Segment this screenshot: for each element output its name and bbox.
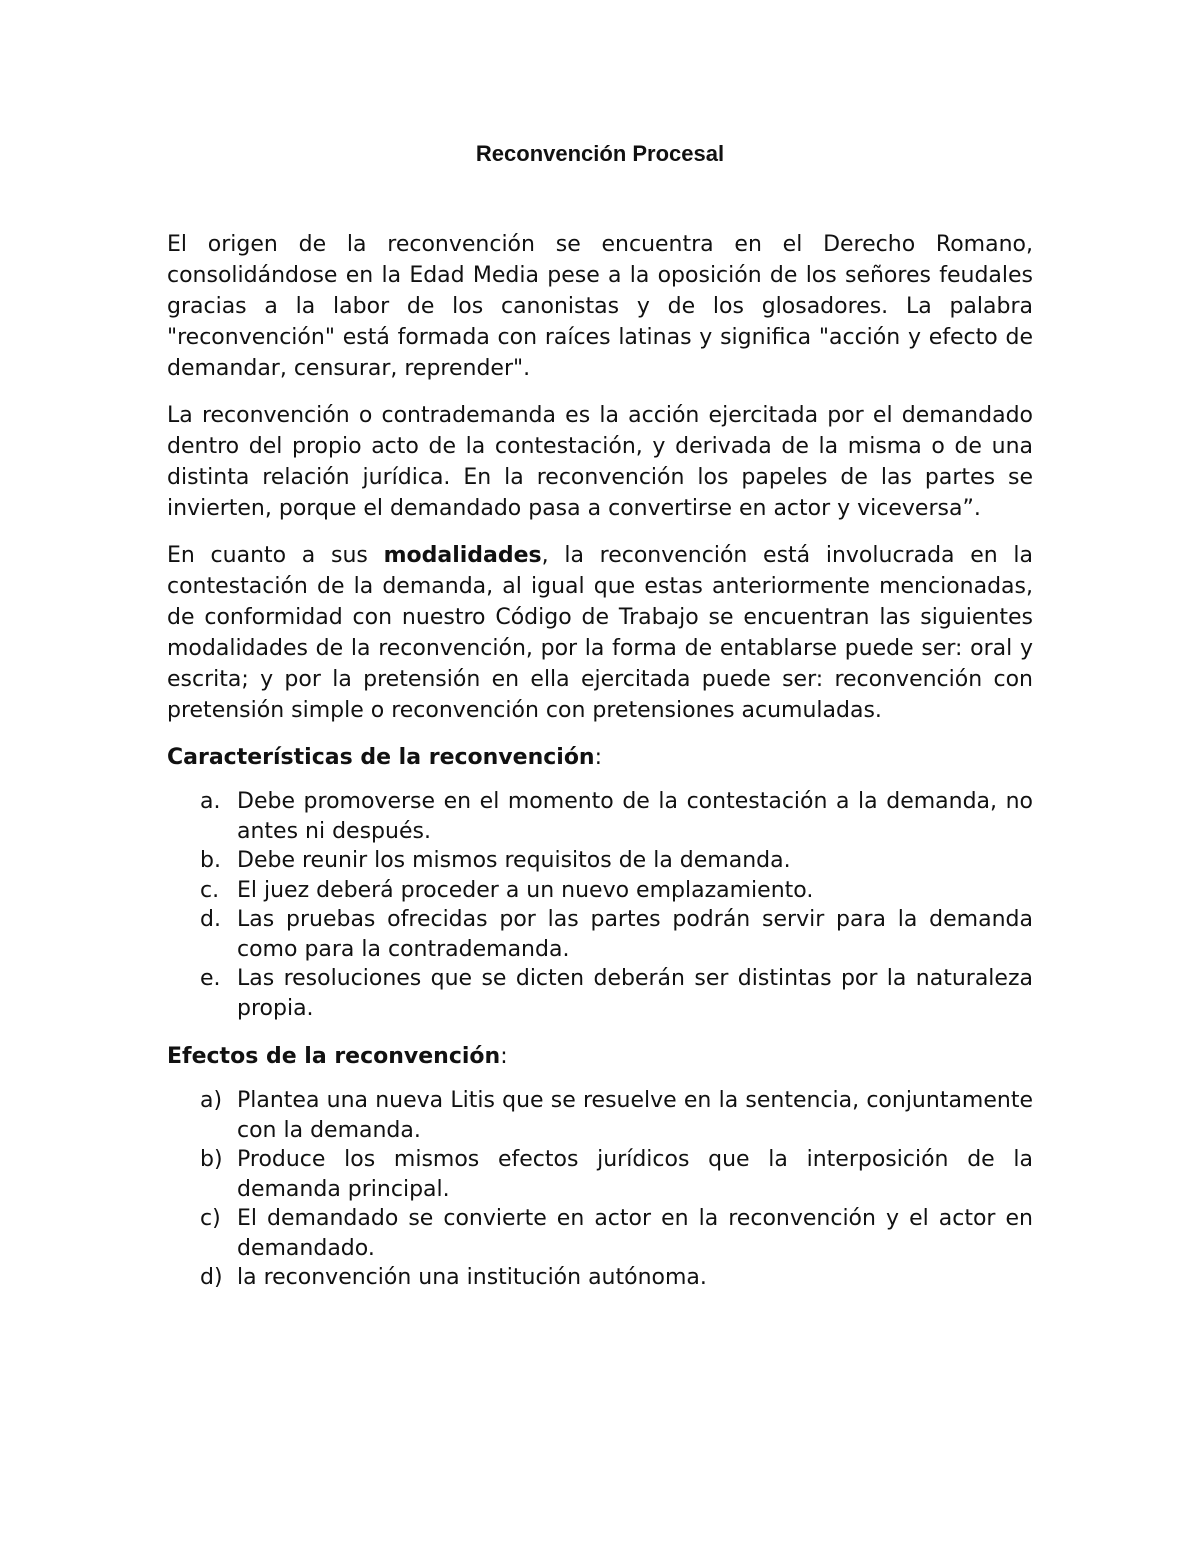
list-marker: d. (200, 907, 221, 932)
list-efectos (167, 1086, 1033, 1293)
modalidades-prefix: En cuanto a sus (167, 543, 384, 568)
list-marker: e. (200, 966, 221, 991)
modalidades-suffix: , la reconvención está involucrada en la contestación de la demanda, al igual que estas anteriormente mencionadas, de conformidad con nuestro Código de Trabajo se encuentran las siguientes modalidades de la reconvención, por la forma de entablarse puede ser: oral y escrita; y por la pretensión en ella ejercitada puede ser: reconvención con pretensión simple o reconvención con pretensiones acumuladas. (167, 543, 1033, 723)
heading-efectos (167, 1041, 1033, 1072)
list-marker: a. (200, 789, 221, 814)
page-title: Reconvención Procesal (475, 141, 725, 166)
list-item-text: El juez deberá proceder a un nuevo emplazamiento. (237, 877, 814, 903)
list-item (167, 787, 1033, 846)
list-item (167, 1263, 1033, 1293)
list-item-text: El demandado se convierte en actor en la reconvención y el actor en demandado. (237, 1206, 1033, 1261)
list-item-text: Las resoluciones que se dicten deberán ser distintas por la naturaleza propia. (237, 966, 1033, 1021)
list-item (167, 1086, 1033, 1145)
paragraph-definition: La reconvención o contrademanda es la acción ejercitada por el demandado dentro del propio acto de la contestación, y derivada de la misma o de una distinta relación jurídica. En la reconvención los papeles de las partes se invierten, porque el demandado pasa a convertirse en actor y viceversa”. (167, 403, 1033, 521)
list-item (167, 905, 1033, 964)
list-item-text: Debe reunir los mismos requisitos de la demanda. (237, 848, 791, 873)
heading-caracteristicas (167, 742, 1033, 773)
list-item (167, 876, 1033, 906)
list-item (167, 846, 1033, 876)
list-item-text: la reconvención una institución autónoma. (237, 1265, 707, 1290)
list-item (167, 964, 1033, 1023)
list-item-text: Plantea una nueva Litis que se resuelve en la sentencia, conjuntamente con la demanda. (237, 1088, 1033, 1143)
list-item-text: Debe promoverse en el momento de la contestación a la demanda, no antes ni después. (237, 789, 1033, 844)
heading-caracteristicas-text: Características de la reconvención (167, 745, 595, 770)
list-marker: b) (200, 1147, 223, 1172)
list-item-text: Las pruebas ofrecidas por las partes podrán servir para la demanda como para la contrademanda. (237, 907, 1033, 962)
heading-caracteristicas-colon: : (594, 745, 603, 770)
list-marker: c. (200, 877, 220, 903)
list-item (167, 1145, 1033, 1204)
list-marker: b. (200, 848, 221, 873)
heading-efectos-text: Efectos de la reconvención (167, 1044, 501, 1069)
document-body (167, 229, 1033, 1311)
paragraph-origin: El origen de la reconvención se encuentra en el Derecho Romano, consolidándose en la Edad Media pese a la oposición de los señores feudales gracias a la labor de los canonistas y de los glosadores. La palabra "reconvención" está formada con raíces latinas y significa "acción y efecto de demandar, censurar, reprender". (167, 232, 1033, 381)
heading-efectos-colon: : (500, 1044, 508, 1069)
paragraph-modalidades (167, 540, 1033, 726)
list-marker: c) (200, 1206, 221, 1231)
list-item (167, 1204, 1033, 1263)
modalidades-bold-term: modalidades (383, 543, 542, 568)
list-marker: a) (200, 1088, 223, 1113)
list-marker: d) (200, 1265, 223, 1290)
list-caracteristicas (167, 787, 1033, 1023)
list-item-text: Produce los mismos efectos jurídicos que la interposición de la demanda principal. (237, 1147, 1033, 1202)
